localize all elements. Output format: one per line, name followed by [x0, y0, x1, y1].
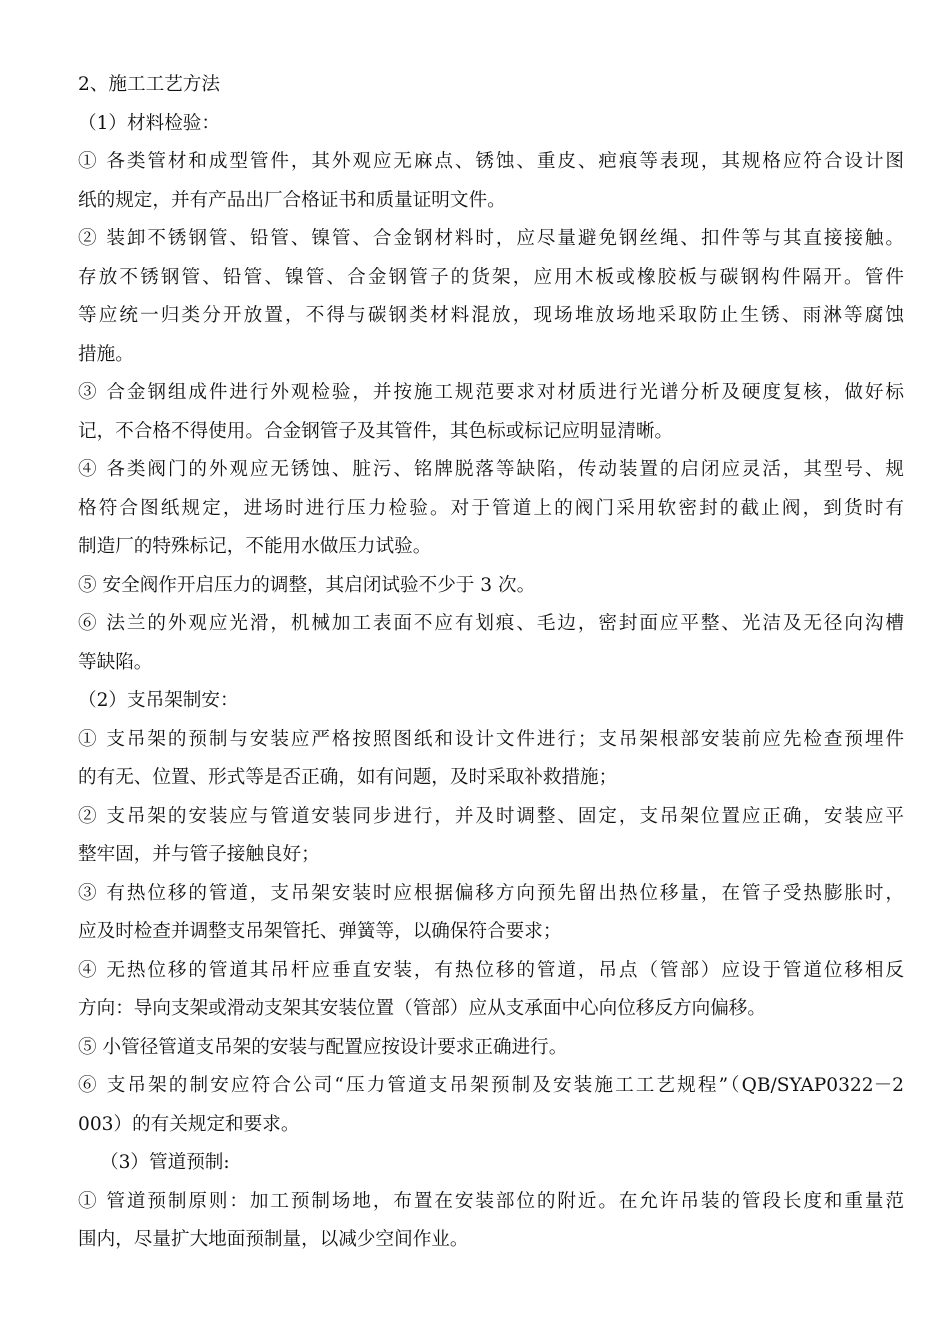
paragraph-line: 制造厂的特殊标记，不能用水做压力试验。 — [78, 536, 432, 557]
subsection-title-material-inspection: （1）材料检验： — [78, 112, 220, 134]
paragraph-line: ③ 合金钢组成件进行外观检验，并按施工规范要求对材质进行光谱分析及硬度复核，做好标 — [78, 382, 904, 403]
paragraph-line: 整牢固，并与管子接触良好； — [78, 844, 320, 865]
paragraph-line: ④ 无热位移的管道其吊杆应垂直安装，有热位移的管道，吊点（管部）应设于管道位移相反 — [78, 959, 904, 981]
paragraph-line: ① 管道预制原则：加工预制场地，布置在安装部位的附近。在允许吊装的管段长度和重量范 — [78, 1190, 904, 1212]
document-body — [78, 66, 904, 1260]
paragraph-line: 003）的有关规定和要求。 — [78, 1113, 300, 1135]
subsection-title-pipe-prefabrication: （3）管道预制: — [100, 1152, 230, 1173]
paragraph-line: ② 支吊架的安装应与管道安装同步进行，并及时调整、固定，支吊架位置应正确，安装应平 — [78, 805, 904, 827]
paragraph-line: 纸的规定，并有产品出厂合格证书和质量证明文件。 — [78, 189, 506, 211]
section-heading: 2、施工工艺方法 — [78, 74, 220, 95]
paragraph-line: ⑥ 法兰的外观应光滑，机械加工表面不应有划痕、毛边，密封面应平整、光洁及无径向沟槽 — [78, 613, 904, 634]
paragraph-line: ① 支吊架的预制与安装应严格按照图纸和设计文件进行；支吊架根部安装前应先检查预埋件 — [78, 728, 904, 750]
paragraph-line: 方向：导向支架或滑动支架其安装位置（管部）应从支承面中心向位移反方向偏移。 — [78, 998, 766, 1019]
paragraph-line: ⑥ 支吊架的制安应符合公司“压力管道支吊架预制及安装施工工艺规程”（QB/SYAP0322－2 — [78, 1075, 904, 1096]
paragraph-line: 等应统一归类分开放置，不得与碳钢类材料混放，现场堆放场地采取防止生锈、雨淋等腐蚀 — [78, 305, 904, 326]
paragraph-line: 等缺陷。 — [78, 651, 153, 673]
paragraph-line: 存放不锈钢管、铅管、镍管、合金钢管子的货架，应用木板或橡胶板与碳钢构件隔开。管件 — [78, 266, 904, 288]
paragraph-line: ⑤ 安全阀作开启压力的调整，其启闭试验不少于 3 次。 — [78, 574, 536, 596]
paragraph-line: 围内，尽量扩大地面预制量，以减少空间作业。 — [78, 1229, 469, 1250]
paragraph-line: 应及时检查并调整支吊架管托、弹簧等，以确保符合要求； — [78, 921, 562, 942]
paragraph-line: ④ 各类阀门的外观应无锈蚀、脏污、铭牌脱落等缺陷，传动装置的启闭应灵活，其型号、规 — [78, 459, 904, 480]
paragraph-line: ① 各类管材和成型管件，其外观应无麻点、锈蚀、重皮、疤痕等表现，其规格应符合设计图 — [78, 151, 904, 172]
paragraph-line: 的有无、位置、形式等是否正确，如有问题，及时采取补救措施； — [78, 767, 618, 788]
paragraph-line: 措施。 — [78, 343, 134, 365]
paragraph-line: 记，不合格不得使用。合金钢管子及其管件，其色标或标记应明显清晰。 — [78, 420, 674, 442]
subsection-title-support-hangers: （2）支吊架制安： — [78, 690, 239, 711]
paragraph-line: ⑤ 小管径管道支吊架的安装与配置应按设计要求正确进行。 — [78, 1036, 568, 1058]
paragraph-line: ③ 有热位移的管道，支吊架安装时应根据偏移方向预先留出热位移量，在管子受热膨胀时， — [78, 882, 904, 904]
paragraph-line: ② 装卸不锈钢管、铅管、镍管、合金钢材料时，应尽量避免钢丝绳、扣件等与其直接接触。 — [78, 228, 904, 249]
paragraph-line: 格符合图纸规定，进场时进行压力检验。对于管道上的阀门采用软密封的截止阀，到货时有 — [78, 497, 904, 519]
